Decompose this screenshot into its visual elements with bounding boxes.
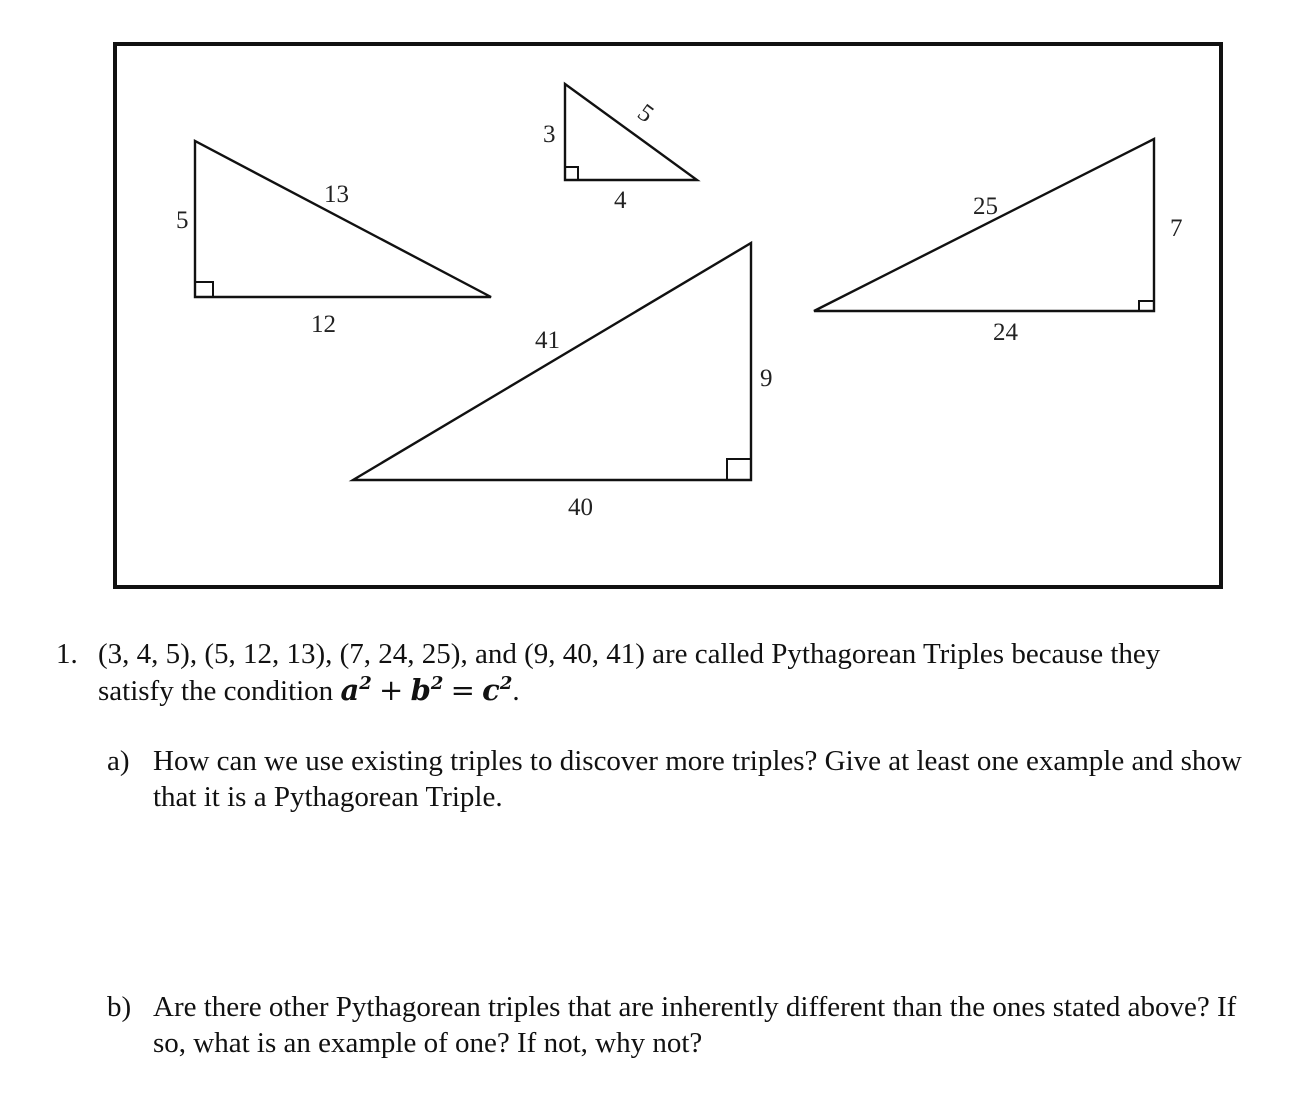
question-number: 1. [56, 638, 78, 670]
part-b-text: Are there other Pythagorean triples that are inherently different than the ones stated above? If so, what is an example of one? If not, why not? [153, 991, 1237, 1059]
triangle-9-40-41-hypotenuse-label: 41 [535, 327, 560, 354]
triangle-3-4-5-leg-b-label: 4 [614, 187, 627, 214]
triangle-7-24-25-leg-b-label: 24 [993, 319, 1018, 346]
formula-equals: = [450, 673, 475, 707]
triangle-7-24-25-leg-a-label: 7 [1170, 215, 1183, 242]
triangle-5-12-13-hypotenuse-label: 13 [324, 181, 349, 208]
part-a-letter: a) [107, 745, 130, 777]
formula-b-exponent: 2 [430, 672, 444, 694]
pythagorean-formula [340, 672, 520, 707]
triangle-3-4-5-leg-a-label: 3 [543, 121, 556, 148]
triangle-5-12-13-leg-b-label: 12 [311, 311, 336, 338]
triangle-3-4-5-hypotenuse-label: 5 [632, 99, 659, 129]
formula-c-exponent: 2 [499, 672, 513, 694]
triangle-7-24-25 [814, 139, 1183, 346]
formula-a: a [340, 673, 360, 707]
formula-plus: + [379, 673, 404, 707]
condition-intro: satisfy the condition [98, 675, 334, 707]
part-a-text: How can we use existing triples to discover more triples? Give at least one example and show that it is a Pythagorean Triple. [153, 745, 1242, 813]
triangle-7-24-25-hypotenuse-label: 25 [973, 193, 998, 220]
triangle-3-4-5 [543, 84, 697, 214]
formula-period: . [512, 675, 520, 707]
triangle-9-40-41-leg-a-label: 9 [760, 365, 773, 392]
question-1-line-2 [98, 672, 1258, 709]
question-1-text [98, 636, 1258, 709]
triangle-9-40-41-leg-b-label: 40 [568, 494, 593, 521]
triangles-figure [117, 46, 1219, 585]
triangle-9-40-41 [353, 243, 773, 521]
formula-c: c [482, 673, 500, 707]
triangle-5-12-13-leg-a-label: 5 [176, 207, 189, 234]
triangle-5-12-13 [176, 141, 491, 338]
figure-frame [113, 42, 1223, 589]
formula-b: b [410, 673, 431, 707]
question-1-line-1: (3, 4, 5), (5, 12, 13), (7, 24, 25), and (9, 40, 41) are called Pythagorean Triples because they [98, 638, 1161, 670]
part-b-letter: b) [107, 991, 132, 1023]
formula-a-exponent: 2 [359, 672, 372, 694]
